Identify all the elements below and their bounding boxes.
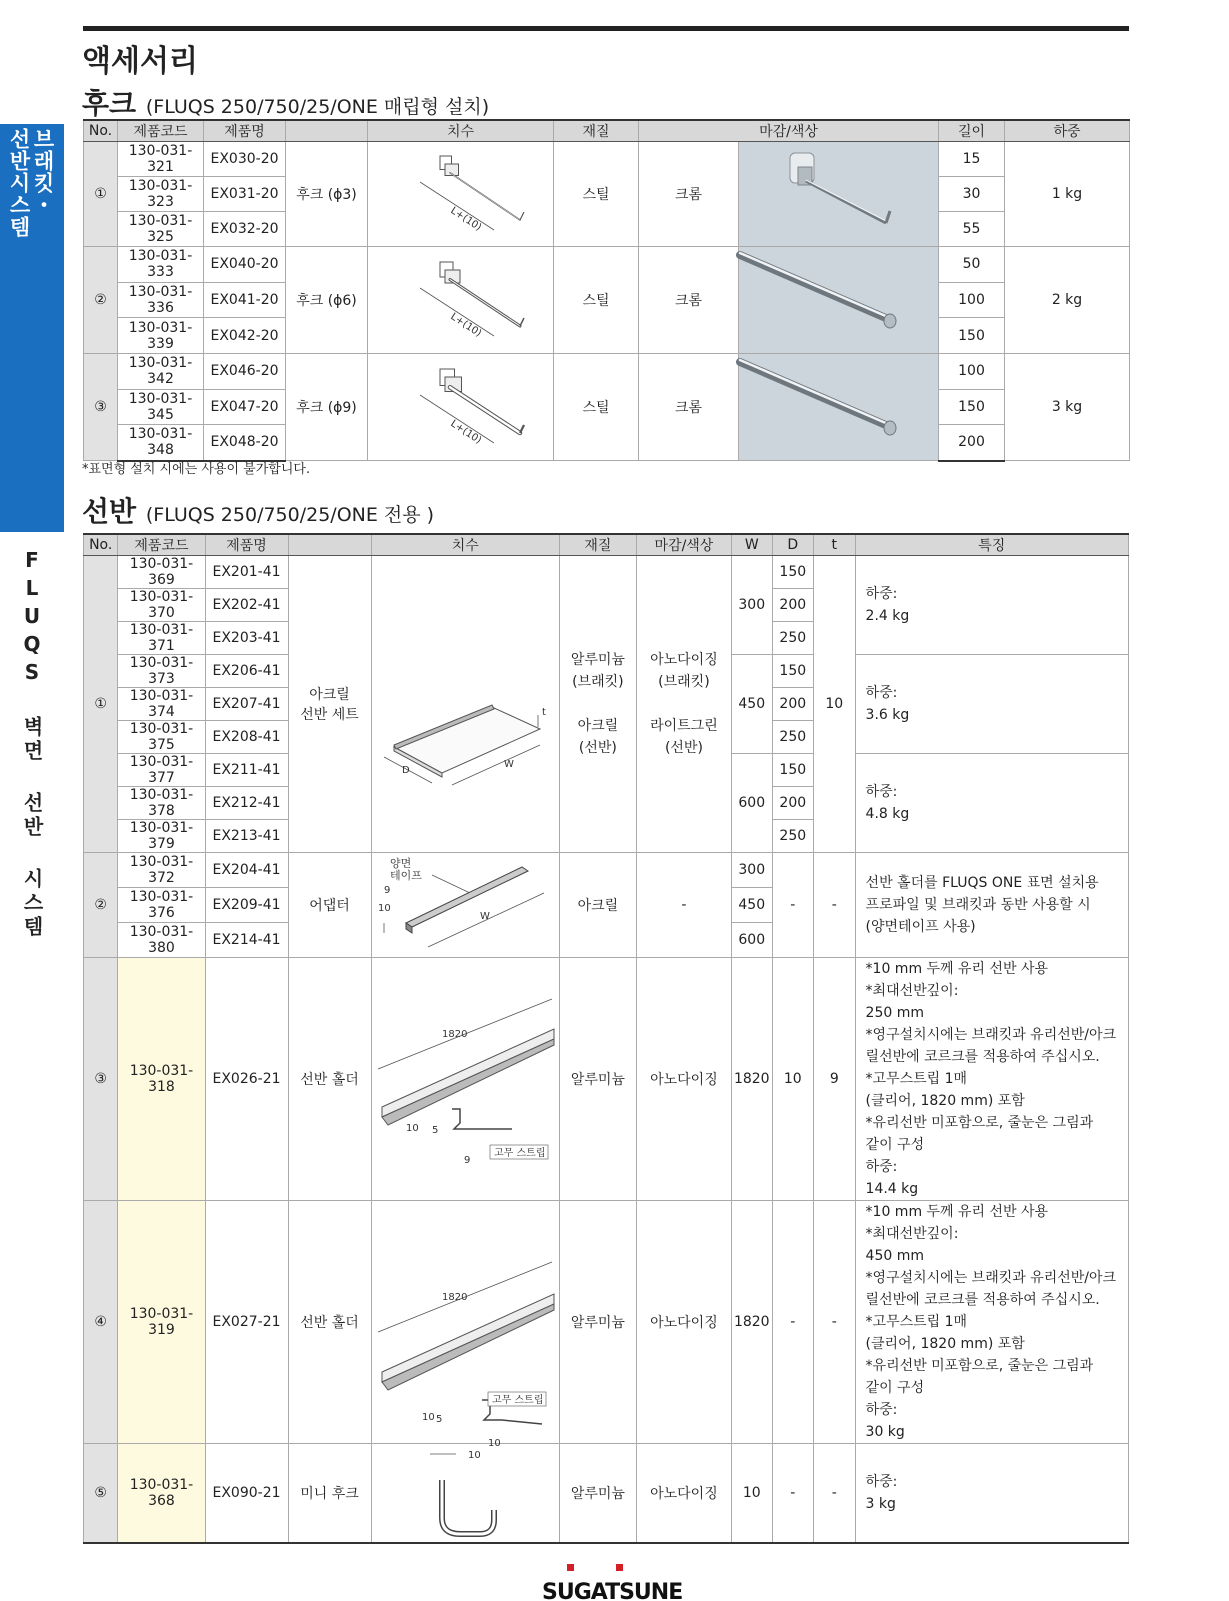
dimension-drawing [371,1444,559,1544]
length-value: 150 [939,318,1005,354]
product-model: EX213-41 [205,820,288,853]
header-no: No. [84,534,118,556]
table-row [84,556,1129,589]
product-code: 130-031-376 [118,888,205,923]
dimension-drawing [371,958,559,1201]
header-name [288,534,371,556]
svg-text:SUGATSUNE: SUGATSUNE [542,1580,683,1601]
dimension-drawing [371,556,559,853]
hook-photo [740,354,938,456]
svg-text:L+(10): L+(10) [448,418,484,447]
hook-photo [740,247,938,349]
shelf-holder-drawing-icon [372,959,558,1195]
header-code: 제품코드 [118,120,204,142]
product-code: 130-031-333 [118,247,204,283]
side-tab-label: 선반시스템 브래킷・ [7,128,55,238]
width-value: 450 [732,655,773,754]
thickness-value: - [814,1201,856,1444]
product-code: 130-031-370 [118,589,205,622]
width-value: 300 [732,556,773,655]
product-code: 130-031-369 [118,556,205,589]
finish: 크롬 [639,142,739,247]
product-name: 어댑터 [288,853,371,958]
product-model: EX032-20 [204,212,286,247]
product-name: 후크 (ϕ6) [286,247,368,354]
product-model: EX090-21 [205,1444,288,1544]
header-no: No. [84,120,118,142]
depth-value: - [772,1201,814,1444]
row-number: ② [84,247,118,354]
row-number: ③ [84,958,118,1201]
svg-text:L+(10): L+(10) [448,311,484,340]
product-name: 후크 (ϕ3) [286,142,368,247]
length-value: 30 [939,177,1005,212]
svg-text:테이프: 테이프 [390,869,423,882]
depth-value: 200 [772,589,814,622]
shelf-holder-drawing-icon [372,1202,558,1449]
product-name: 선반 홀더 [288,958,371,1201]
width-value: 300 [732,853,773,888]
table-row [84,247,1130,283]
width-value: 10 [732,1444,773,1544]
product-code: 130-031-342 [118,354,204,390]
length-value: 55 [939,212,1005,247]
dimension-drawing [368,247,554,354]
hook-section-title: 후크 (FLUQS 250/750/25/ONE 매립형 설치) [82,87,490,120]
svg-text:L+(10): L+(10) [448,205,484,234]
depth-value: 250 [772,820,814,853]
product-model: EX206-41 [205,655,288,688]
material: 스틸 [554,354,639,461]
depth-value: 200 [772,787,814,820]
length-value: 50 [939,247,1005,283]
load-value: 2 kg [1005,247,1130,354]
hook-drawing-icon [368,355,554,455]
product-name: 아크릴 선반 세트 [288,556,371,853]
header-d: D [772,534,814,556]
header-features: 특징 [855,534,1128,556]
product-code: 130-031-348 [118,425,204,461]
depth-value: - [772,853,814,958]
width-value: 600 [732,754,773,853]
product-name: 선반 홀더 [288,1201,371,1444]
finish: 크롬 [639,247,739,354]
product-code: 130-031-380 [118,923,205,958]
product-name: 후크 (ϕ9) [286,354,368,461]
row-number: ⑤ [84,1444,118,1544]
header-model: 제품명 [204,120,286,142]
dimension-drawing [368,354,554,461]
thickness-value: 9 [814,958,856,1201]
product-name: 미니 후크 [288,1444,371,1544]
product-model: EX042-20 [204,318,286,354]
thickness-value: 10 [814,556,856,853]
finish: 크롬 [639,354,739,461]
product-code: 130-031-379 [118,820,205,853]
header-finish: 마감/색상 [636,534,731,556]
product-model: EX201-41 [205,556,288,589]
svg-text:10: 10 [378,903,391,914]
svg-text:D: D [402,765,410,776]
header-material: 재질 [554,120,639,142]
product-model: EX207-41 [205,688,288,721]
features: 하중: 3.6 kg [855,655,1128,754]
svg-text:양면: 양면 [390,857,412,870]
table-row [84,1201,1129,1444]
product-code: 130-031-323 [118,177,204,212]
svg-text:1820: 1820 [442,1292,468,1303]
product-code: 130-031-319 [118,1201,205,1444]
features: 하중: 3 kg [855,1444,1128,1544]
product-model: EX204-41 [205,853,288,888]
product-model: EX031-20 [204,177,286,212]
finish: 아노다이징 [636,958,731,1201]
svg-text:t: t [542,707,547,718]
product-code: 130-031-336 [118,282,204,318]
adapter-drawing-icon [372,853,558,953]
finish: - [636,853,731,958]
top-rule [83,26,1129,31]
shelf-section-title: 선반 (FLUQS 250/750/25/ONE 전용 ) [82,495,435,528]
product-model: EX027-21 [205,1201,288,1444]
product-model: EX040-20 [204,247,286,283]
hook-note: *표면형 설치 시에는 사용이 불가합니다. [82,462,311,477]
length-value: 150 [939,389,1005,425]
product-code: 130-031-339 [118,318,204,354]
table-row [84,142,1130,177]
product-model: EX208-41 [205,721,288,754]
depth-value: 250 [772,622,814,655]
product-code: 130-031-371 [118,622,205,655]
svg-text:10: 10 [468,1450,481,1461]
product-code: 130-031-318 [118,958,205,1201]
length-value: 100 [939,354,1005,390]
svg-text:10: 10 [422,1412,435,1423]
features: 선반 홀더를 FLUQS ONE 표면 설치용 프로파일 및 브래킷과 동반 사용할 시 (양면테이프 사용) [855,853,1128,958]
product-code: 130-031-374 [118,688,205,721]
product-code: 130-031-373 [118,655,205,688]
header-finish: 마감/색상 [639,120,939,142]
depth-value: 150 [772,556,814,589]
product-code: 130-031-368 [118,1444,205,1544]
table-row [84,1444,1129,1544]
features: 하중: 2.4 kg [855,556,1128,655]
features: *10 mm 두께 유리 선반 사용 *최대선반깊이: 250 mm *영구설치시에는 브래킷과 유리선반/아크 릴선반에 코르크를 적용하여 주십시오. *고무스트립 1매 (클리어, 1820 mm) 포함 *유리선반 미포함으로, 줄눈은 그림과 같이 구성 하중: 14.4 kg [855,958,1128,1201]
page-title: 액세서리 [82,44,198,79]
material: 스틸 [554,142,639,247]
hook-drawing-icon [368,248,554,348]
svg-text:W: W [480,911,491,922]
product-photo [739,142,939,247]
product-code: 130-031-377 [118,754,205,787]
length-value: 100 [939,282,1005,318]
header-code: 제품코드 [118,534,205,556]
width-value: 1820 [732,1201,773,1444]
dimension-drawing [371,853,559,958]
depth-value: 200 [772,688,814,721]
features: *10 mm 두께 유리 선반 사용 *최대선반깊이: 450 mm *영구설치시에는 브래킷과 유리선반/아크 릴선반에 코르크를 적용하여 주십시오. *고무스트립 1매 (클리어, 1820 mm) 포함 *유리선반 미포함으로, 줄눈은 그림과 같이 구성 하중: 30 kg [855,1201,1128,1444]
header-dimension: 치수 [368,120,554,142]
mini-hook-drawing-icon [372,1444,558,1538]
product-model: EX026-21 [205,958,288,1201]
product-code: 130-031-375 [118,721,205,754]
header-material: 재질 [559,534,636,556]
product-photo [739,354,939,461]
row-number: ④ [84,1201,118,1444]
side-fluqs-label: FLUQS 벽면 선반 시스템 [20,548,44,940]
svg-text:9: 9 [464,1155,471,1166]
header-t: t [814,534,856,556]
header-load: 하중 [1005,120,1130,142]
product-code: 130-031-325 [118,212,204,247]
load-value: 1 kg [1005,142,1130,247]
product-model: EX203-41 [205,622,288,655]
sugatsune-logo [540,1562,683,1601]
product-model: EX048-20 [204,425,286,461]
product-model: EX214-41 [205,923,288,958]
material: 알루미늄 [559,1444,636,1544]
product-model: EX046-20 [204,354,286,390]
dimension-drawing [368,142,554,247]
table-row [84,958,1129,1201]
material: 알루미늄 [559,958,636,1201]
svg-text:10: 10 [488,1438,501,1449]
header-name [286,120,368,142]
hook-drawing-icon [368,142,554,242]
product-model: EX202-41 [205,589,288,622]
finish: 아노다이징 [636,1444,731,1544]
svg-text:1820: 1820 [442,1029,468,1040]
product-model: EX209-41 [205,888,288,923]
width-value: 450 [732,888,773,923]
product-model: EX211-41 [205,754,288,787]
svg-text:고무 스트립: 고무 스트립 [492,1395,544,1406]
product-model: EX212-41 [205,787,288,820]
header-model: 제품명 [205,534,288,556]
product-photo [739,247,939,354]
svg-text:5: 5 [432,1125,439,1136]
product-code: 130-031-321 [118,142,204,177]
product-code: 130-031-345 [118,389,204,425]
finish: 아노다이징 [636,1201,731,1444]
product-model: EX030-20 [204,142,286,177]
table-row [84,853,1129,888]
dimension-drawing [371,1201,559,1449]
material: 스틸 [554,247,639,354]
length-value: 200 [939,425,1005,461]
row-number: ① [84,142,118,247]
depth-value: 150 [772,655,814,688]
depth-value: 150 [772,754,814,787]
thickness-value: - [814,1444,856,1544]
row-number: ① [84,556,118,853]
svg-text:5: 5 [436,1414,443,1425]
load-value: 3 kg [1005,354,1130,461]
hook-photo [740,145,938,239]
material: 아크릴 [559,853,636,958]
header-w: W [732,534,773,556]
width-value: 1820 [732,958,773,1201]
header-length: 길이 [939,120,1005,142]
material: 알루미늄 (브래킷) 아크릴 (선반) [559,556,636,853]
row-number: ③ [84,354,118,461]
shelf-table [83,533,1129,1544]
acrylic-shelf-drawing-icon [372,617,558,787]
finish: 아노다이징 (브래킷) 라이트그린 (선반) [636,556,731,853]
depth-value: 10 [772,958,814,1201]
product-code: 130-031-372 [118,853,205,888]
product-code: 130-031-378 [118,787,205,820]
row-number: ② [84,853,118,958]
svg-text:고무 스트립: 고무 스트립 [494,1148,546,1159]
hook-table [83,119,1130,462]
product-model: EX041-20 [204,282,286,318]
width-value: 600 [732,923,773,958]
length-value: 15 [939,142,1005,177]
depth-value: 250 [772,721,814,754]
svg-text:9: 9 [384,885,391,896]
svg-text:10: 10 [406,1123,419,1134]
thickness-value: - [814,853,856,958]
features: 하중: 4.8 kg [855,754,1128,853]
product-model: EX047-20 [204,389,286,425]
depth-value: - [772,1444,814,1544]
table-row [84,354,1130,390]
svg-text:W: W [504,759,515,770]
material: 알루미늄 [559,1201,636,1444]
header-dimension: 치수 [371,534,559,556]
